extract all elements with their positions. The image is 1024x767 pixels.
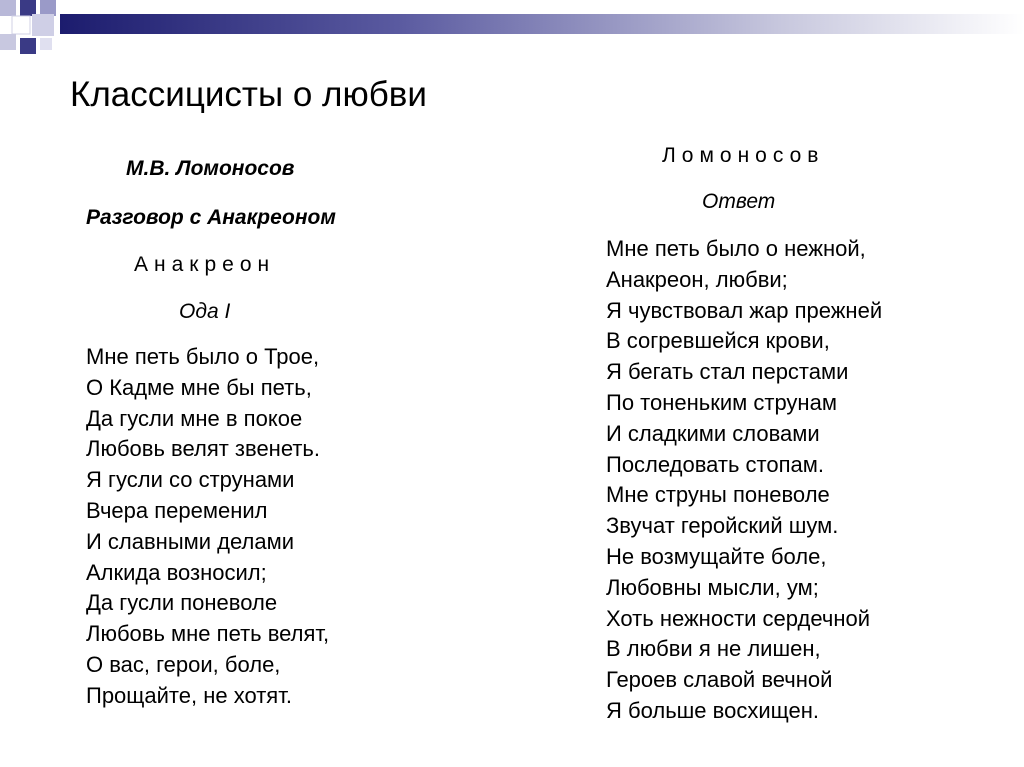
- left-verse: [86, 342, 329, 712]
- verse-line: В любви я не лишен,: [606, 636, 821, 662]
- verse-line: Я гусли со струнами: [86, 467, 295, 493]
- ode-subtitle: Ода I: [179, 300, 231, 323]
- verse-line: Не возмущайте боле,: [606, 543, 827, 569]
- verse-line: Вчера переменил: [86, 497, 268, 523]
- verse-line: Звучат геройский шум.: [606, 513, 839, 539]
- verse-line: Мне петь было о нежной,: [606, 236, 866, 261]
- slide-title: Классицисты о любви: [70, 75, 427, 114]
- right-verse: [606, 234, 882, 727]
- header-gradient-bar: [0, 0, 1024, 60]
- verse-line: Мне струны поневоле: [606, 482, 830, 508]
- verse-line: В согревшейся крови,: [606, 328, 830, 354]
- header-stripe: [60, 14, 1024, 34]
- verse-line: Любовны мысли, ум;: [606, 574, 819, 600]
- verse-line: Да гусли поневоле: [86, 590, 278, 616]
- verse-line: И сладкими словами: [606, 420, 820, 446]
- verse-line: О вас, герои, боле,: [86, 651, 281, 677]
- verse-line: По тоненьким струнам: [606, 389, 837, 415]
- speaker-lomonosov: Ломоносов: [662, 144, 825, 167]
- poem-title: Разговор с Анакреоном: [86, 206, 336, 229]
- verse-line: О Кадме мне бы петь,: [86, 374, 312, 400]
- verse-line: Любовь мне петь велят,: [86, 621, 330, 647]
- verse-line: Прощайте, не хотят.: [86, 682, 292, 708]
- verse-line: Героев славой вечной: [606, 667, 833, 693]
- verse-line: И славными делами: [86, 528, 295, 554]
- answer-subtitle: Ответ: [702, 190, 776, 213]
- verse-line: Хоть нежности сердечной: [606, 605, 870, 631]
- verse-line: Любовь велят звенеть.: [86, 436, 320, 462]
- verse-line: Да гусли мне в покое: [86, 405, 303, 431]
- verse-line: Я чувствовал жар прежней: [606, 297, 883, 323]
- verse-line: Последовать стопам.: [606, 451, 825, 477]
- verse-line: Мне петь было о Трое,: [86, 344, 320, 369]
- verse-line: Анакреон, любви;: [606, 266, 788, 292]
- poem-author: М.В. Ломоносов: [126, 157, 295, 180]
- speaker-anacreon: Анакреон: [134, 253, 276, 276]
- verse-line: Алкида возносил;: [86, 559, 267, 585]
- verse-line: Я больше восхищен.: [606, 697, 819, 723]
- corner-squares-decoration: [0, 0, 56, 54]
- verse-line: Я бегать стал перстами: [606, 359, 849, 385]
